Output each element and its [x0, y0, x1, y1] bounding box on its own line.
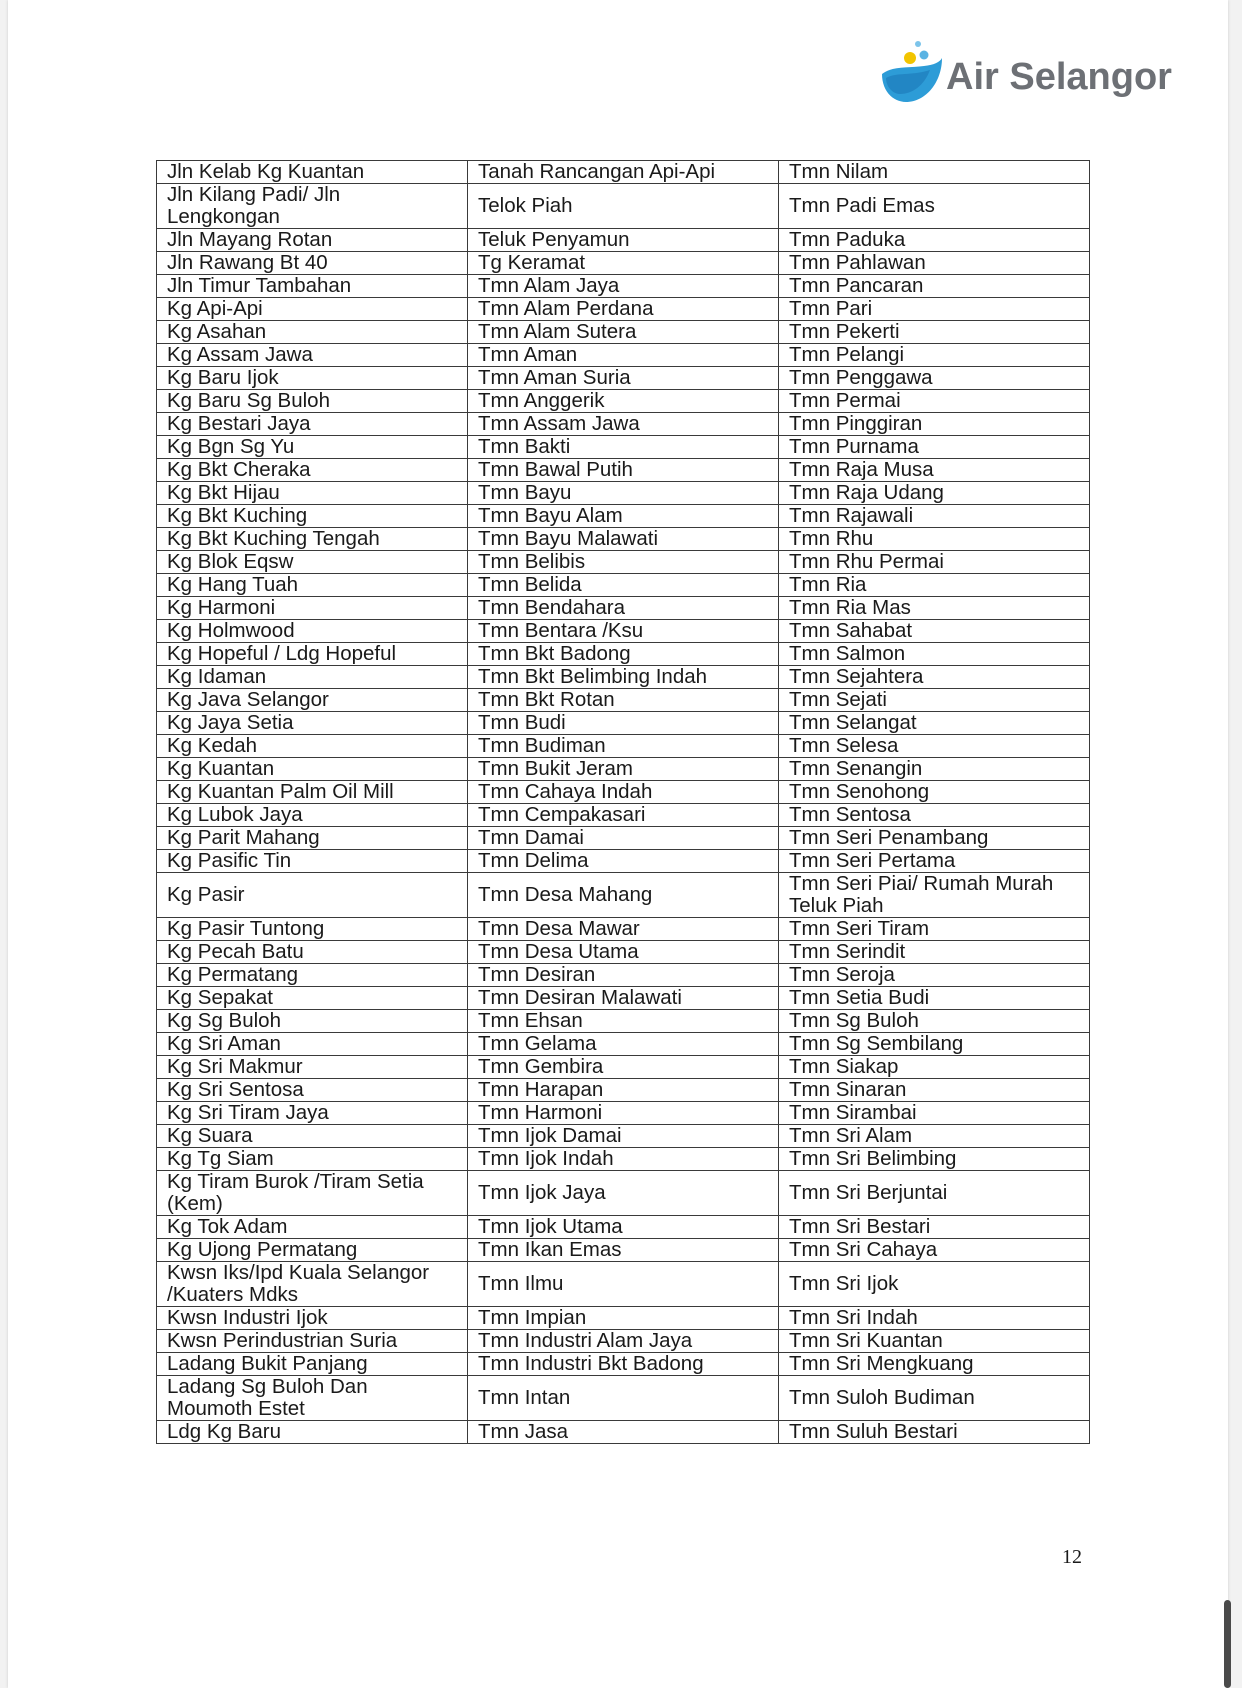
table-cell: Tmn Bayu Alam: [468, 505, 779, 528]
table-cell: Tmn Bentara /Ksu: [468, 620, 779, 643]
table-cell: Tmn Harapan: [468, 1079, 779, 1102]
table-cell: Jln Kelab Kg Kuantan: [157, 161, 468, 184]
table-cell: Tmn Permai: [779, 390, 1090, 413]
table-cell: Tmn Ilmu: [468, 1262, 779, 1307]
table-cell: Kg Pasific Tin: [157, 850, 468, 873]
table-cell: Telok Piah: [468, 184, 779, 229]
table-cell: Kg Kuantan Palm Oil Mill: [157, 781, 468, 804]
table-cell: Tmn Bendahara: [468, 597, 779, 620]
table-cell: Tmn Padi Emas: [779, 184, 1090, 229]
table-cell: Kg Sg Buloh: [157, 1010, 468, 1033]
table-cell: Kg Tok Adam: [157, 1216, 468, 1239]
table-row: [157, 1079, 1090, 1102]
table-row: [157, 1056, 1090, 1079]
table-row: [157, 321, 1090, 344]
table-cell: Tmn Sahabat: [779, 620, 1090, 643]
table-cell: Tmn Sri Alam: [779, 1125, 1090, 1148]
table-cell: Kg Kuantan: [157, 758, 468, 781]
table-cell: Tmn Belida: [468, 574, 779, 597]
table-row: [157, 252, 1090, 275]
table-cell: Ladang Sg Buloh Dan Moumoth Estet: [157, 1376, 468, 1421]
table-cell: Tmn Sejahtera: [779, 666, 1090, 689]
table-cell: Tmn Serindit: [779, 941, 1090, 964]
table-cell: Tmn Sri Ijok: [779, 1262, 1090, 1307]
table-row: [157, 367, 1090, 390]
table-row: [157, 298, 1090, 321]
table-cell: Tmn Sri Belimbing: [779, 1148, 1090, 1171]
table-cell: Tmn Raja Udang: [779, 482, 1090, 505]
table-cell: Tmn Sinaran: [779, 1079, 1090, 1102]
table-row: [157, 275, 1090, 298]
table-cell: Kg Tiram Burok /Tiram Setia (Kem): [157, 1171, 468, 1216]
water-drop-icon: [878, 38, 944, 104]
table-row: [157, 941, 1090, 964]
table-cell: Ldg Kg Baru: [157, 1421, 468, 1444]
table-cell: Tmn Intan: [468, 1376, 779, 1421]
table-row: [157, 1148, 1090, 1171]
table-cell: Tmn Ijok Indah: [468, 1148, 779, 1171]
table-cell: Kg Parit Mahang: [157, 827, 468, 850]
table-cell: Kg Sri Makmur: [157, 1056, 468, 1079]
table-row: [157, 1010, 1090, 1033]
table-row: [157, 781, 1090, 804]
table-cell: Tmn Nilam: [779, 161, 1090, 184]
table-cell: Kg Blok Eqsw: [157, 551, 468, 574]
table-row: [157, 827, 1090, 850]
table-cell: Tmn Cempakasari: [468, 804, 779, 827]
table-cell: Tmn Belibis: [468, 551, 779, 574]
table-cell: Tmn Pahlawan: [779, 252, 1090, 275]
table-row: [157, 689, 1090, 712]
table-row: [157, 666, 1090, 689]
table-cell: Kg Hang Tuah: [157, 574, 468, 597]
table-row: [157, 161, 1090, 184]
table-row: [157, 551, 1090, 574]
table-cell: Kwsn Iks/Ipd Kuala Selangor /Kuaters Mdks: [157, 1262, 468, 1307]
table-cell: Tmn Desiran Malawati: [468, 987, 779, 1010]
table-row: [157, 1239, 1090, 1262]
table-cell: Kg Bkt Hijau: [157, 482, 468, 505]
table-cell: Tmn Ikan Emas: [468, 1239, 779, 1262]
table-row: [157, 735, 1090, 758]
table-cell: Tmn Suluh Bestari: [779, 1421, 1090, 1444]
table-cell: Kg Ujong Permatang: [157, 1239, 468, 1262]
table-cell: Tmn Seri Piai/ Rumah Murah Teluk Piah: [779, 873, 1090, 918]
table-cell: Kg Sepakat: [157, 987, 468, 1010]
table-cell: Tmn Sri Indah: [779, 1307, 1090, 1330]
table-cell: Tanah Rancangan Api-Api: [468, 161, 779, 184]
table-cell: Kg Java Selangor: [157, 689, 468, 712]
table-cell: Tmn Sri Berjuntai: [779, 1171, 1090, 1216]
table-cell: Tmn Raja Musa: [779, 459, 1090, 482]
table-cell: Tmn Gembira: [468, 1056, 779, 1079]
table-cell: Tmn Purnama: [779, 436, 1090, 459]
table-row: [157, 918, 1090, 941]
table-cell: Tmn Budiman: [468, 735, 779, 758]
table-cell: Tmn Ria: [779, 574, 1090, 597]
table-cell: Tmn Rhu: [779, 528, 1090, 551]
table-cell: Tmn Sri Kuantan: [779, 1330, 1090, 1353]
table-cell: Tmn Desa Mawar: [468, 918, 779, 941]
table-cell: Tmn Ehsan: [468, 1010, 779, 1033]
table-cell: Kg Harmoni: [157, 597, 468, 620]
table-row: [157, 804, 1090, 827]
table-cell: Tmn Pinggiran: [779, 413, 1090, 436]
table-cell: Kg Baru Sg Buloh: [157, 390, 468, 413]
table-row: [157, 1307, 1090, 1330]
table-row: [157, 850, 1090, 873]
table-row: [157, 873, 1090, 918]
table-cell: Tmn Rajawali: [779, 505, 1090, 528]
table-cell: Kg Api-Api: [157, 298, 468, 321]
brand-name: Air Selangor: [946, 56, 1172, 98]
table-row: [157, 390, 1090, 413]
table-cell: Kg Pasir Tuntong: [157, 918, 468, 941]
table-cell: Kwsn Perindustrian Suria: [157, 1330, 468, 1353]
table-cell: Kg Idaman: [157, 666, 468, 689]
table-cell: Kg Sri Aman: [157, 1033, 468, 1056]
table-cell: Tmn Budi: [468, 712, 779, 735]
table-cell: Tmn Ijok Damai: [468, 1125, 779, 1148]
table-cell: Kg Bkt Kuching: [157, 505, 468, 528]
table-cell: Tmn Seri Penambang: [779, 827, 1090, 850]
table-cell: Tmn Sri Bestari: [779, 1216, 1090, 1239]
table-row: [157, 413, 1090, 436]
table-row: [157, 620, 1090, 643]
table-cell: Tmn Alam Jaya: [468, 275, 779, 298]
air-selangor-logo: [878, 32, 1198, 112]
table-cell: Tmn Sentosa: [779, 804, 1090, 827]
table-cell: Tmn Gelama: [468, 1033, 779, 1056]
table-row: [157, 344, 1090, 367]
table-cell: Tmn Pekerti: [779, 321, 1090, 344]
table-cell: Tmn Impian: [468, 1307, 779, 1330]
table-cell: Tmn Bayu: [468, 482, 779, 505]
table-row: [157, 712, 1090, 735]
table-row: [157, 1171, 1090, 1216]
table-cell: Tmn Setia Budi: [779, 987, 1090, 1010]
table-cell: Kg Sri Tiram Jaya: [157, 1102, 468, 1125]
table-cell: Kg Kedah: [157, 735, 468, 758]
table-cell: Tmn Sg Buloh: [779, 1010, 1090, 1033]
table-row: [157, 482, 1090, 505]
table-cell: Kg Sri Sentosa: [157, 1079, 468, 1102]
table-cell: Tmn Bukit Jeram: [468, 758, 779, 781]
table-row: [157, 1421, 1090, 1444]
table-cell: Kg Holmwood: [157, 620, 468, 643]
document-page: [8, 0, 1228, 1688]
table-cell: Tg Keramat: [468, 252, 779, 275]
table-cell: Tmn Harmoni: [468, 1102, 779, 1125]
table-cell: Kg Hopeful / Ldg Hopeful: [157, 643, 468, 666]
table-cell: Tmn Alam Perdana: [468, 298, 779, 321]
table-cell: Tmn Paduka: [779, 229, 1090, 252]
table-cell: Jln Rawang Bt 40: [157, 252, 468, 275]
table-cell: Tmn Sejati: [779, 689, 1090, 712]
table-cell: Tmn Bakti: [468, 436, 779, 459]
table-cell: Tmn Desa Utama: [468, 941, 779, 964]
table-row: [157, 528, 1090, 551]
table-cell: Tmn Selesa: [779, 735, 1090, 758]
table-cell: Tmn Ijok Jaya: [468, 1171, 779, 1216]
table-cell: Tmn Pari: [779, 298, 1090, 321]
table-cell: Kg Assam Jawa: [157, 344, 468, 367]
table-row: [157, 758, 1090, 781]
table-cell: Tmn Sri Cahaya: [779, 1239, 1090, 1262]
page-number: 12: [1062, 1546, 1082, 1568]
table-row: [157, 1125, 1090, 1148]
table-cell: Jln Timur Tambahan: [157, 275, 468, 298]
table-cell: Tmn Assam Jawa: [468, 413, 779, 436]
table-cell: Kg Baru Ijok: [157, 367, 468, 390]
table-row: [157, 436, 1090, 459]
table-cell: Tmn Industri Alam Jaya: [468, 1330, 779, 1353]
table-row: [157, 1102, 1090, 1125]
table-cell: Tmn Aman: [468, 344, 779, 367]
table-cell: Tmn Senohong: [779, 781, 1090, 804]
table-cell: Tmn Aman Suria: [468, 367, 779, 390]
table-row: [157, 1376, 1090, 1421]
table-cell: Tmn Bawal Putih: [468, 459, 779, 482]
table-cell: Tmn Sirambai: [779, 1102, 1090, 1125]
table-cell: Teluk Penyamun: [468, 229, 779, 252]
table-cell: Tmn Cahaya Indah: [468, 781, 779, 804]
table-cell: Tmn Pancaran: [779, 275, 1090, 298]
table-cell: Tmn Bkt Badong: [468, 643, 779, 666]
table-cell: Tmn Jasa: [468, 1421, 779, 1444]
table-cell: Tmn Salmon: [779, 643, 1090, 666]
table-cell: Tmn Ria Mas: [779, 597, 1090, 620]
table-cell: Tmn Bkt Belimbing Indah: [468, 666, 779, 689]
table-row: [157, 574, 1090, 597]
table-cell: Tmn Selangat: [779, 712, 1090, 735]
table-cell: Tmn Delima: [468, 850, 779, 873]
table-cell: Kg Jaya Setia: [157, 712, 468, 735]
table-cell: Kg Pecah Batu: [157, 941, 468, 964]
table-cell: Tmn Senangin: [779, 758, 1090, 781]
table-cell: Tmn Bkt Rotan: [468, 689, 779, 712]
table-row: [157, 1033, 1090, 1056]
table-cell: Kg Pasir: [157, 873, 468, 918]
table-cell: Ladang Bukit Panjang: [157, 1353, 468, 1376]
table-row: [157, 505, 1090, 528]
table-cell: Jln Mayang Rotan: [157, 229, 468, 252]
table-row: [157, 459, 1090, 482]
table-cell: Tmn Seri Pertama: [779, 850, 1090, 873]
table-cell: Tmn Suloh Budiman: [779, 1376, 1090, 1421]
table-cell: Kg Permatang: [157, 964, 468, 987]
table-cell: Kg Bkt Kuching Tengah: [157, 528, 468, 551]
table-cell: Tmn Bayu Malawati: [468, 528, 779, 551]
table-cell: Tmn Industri Bkt Badong: [468, 1353, 779, 1376]
table-row: [157, 987, 1090, 1010]
table-row: [157, 1262, 1090, 1307]
table-cell: Tmn Ijok Utama: [468, 1216, 779, 1239]
table-cell: Tmn Seri Tiram: [779, 918, 1090, 941]
table-cell: Tmn Sg Sembilang: [779, 1033, 1090, 1056]
table-row: [157, 229, 1090, 252]
table-cell: Tmn Damai: [468, 827, 779, 850]
table-cell: Kg Bgn Sg Yu: [157, 436, 468, 459]
table-cell: Tmn Pelangi: [779, 344, 1090, 367]
table-row: [157, 184, 1090, 229]
table-cell: Tmn Desa Mahang: [468, 873, 779, 918]
table-cell: Tmn Desiran: [468, 964, 779, 987]
table-row: [157, 1330, 1090, 1353]
area-list-table: [156, 160, 1090, 1444]
table-cell: Tmn Siakap: [779, 1056, 1090, 1079]
table-row: [157, 597, 1090, 620]
table-cell: Tmn Rhu Permai: [779, 551, 1090, 574]
table-cell: Tmn Seroja: [779, 964, 1090, 987]
table-cell: Kg Suara: [157, 1125, 468, 1148]
table-cell: Kg Lubok Jaya: [157, 804, 468, 827]
table-row: [157, 1216, 1090, 1239]
table-cell: Kg Asahan: [157, 321, 468, 344]
table-row: [157, 643, 1090, 666]
table-cell: Jln Kilang Padi/ Jln Lengkongan: [157, 184, 468, 229]
table-cell: Kg Tg Siam: [157, 1148, 468, 1171]
table-cell: Tmn Penggawa: [779, 367, 1090, 390]
scrollbar-thumb[interactable]: [1224, 1600, 1231, 1688]
table-cell: Tmn Sri Mengkuang: [779, 1353, 1090, 1376]
table-row: [157, 1353, 1090, 1376]
table-row: [157, 964, 1090, 987]
table-cell: Kg Bkt Cheraka: [157, 459, 468, 482]
table-cell: Tmn Alam Sutera: [468, 321, 779, 344]
table-cell: Kwsn Industri Ijok: [157, 1307, 468, 1330]
table-cell: Tmn Anggerik: [468, 390, 779, 413]
table-cell: Kg Bestari Jaya: [157, 413, 468, 436]
